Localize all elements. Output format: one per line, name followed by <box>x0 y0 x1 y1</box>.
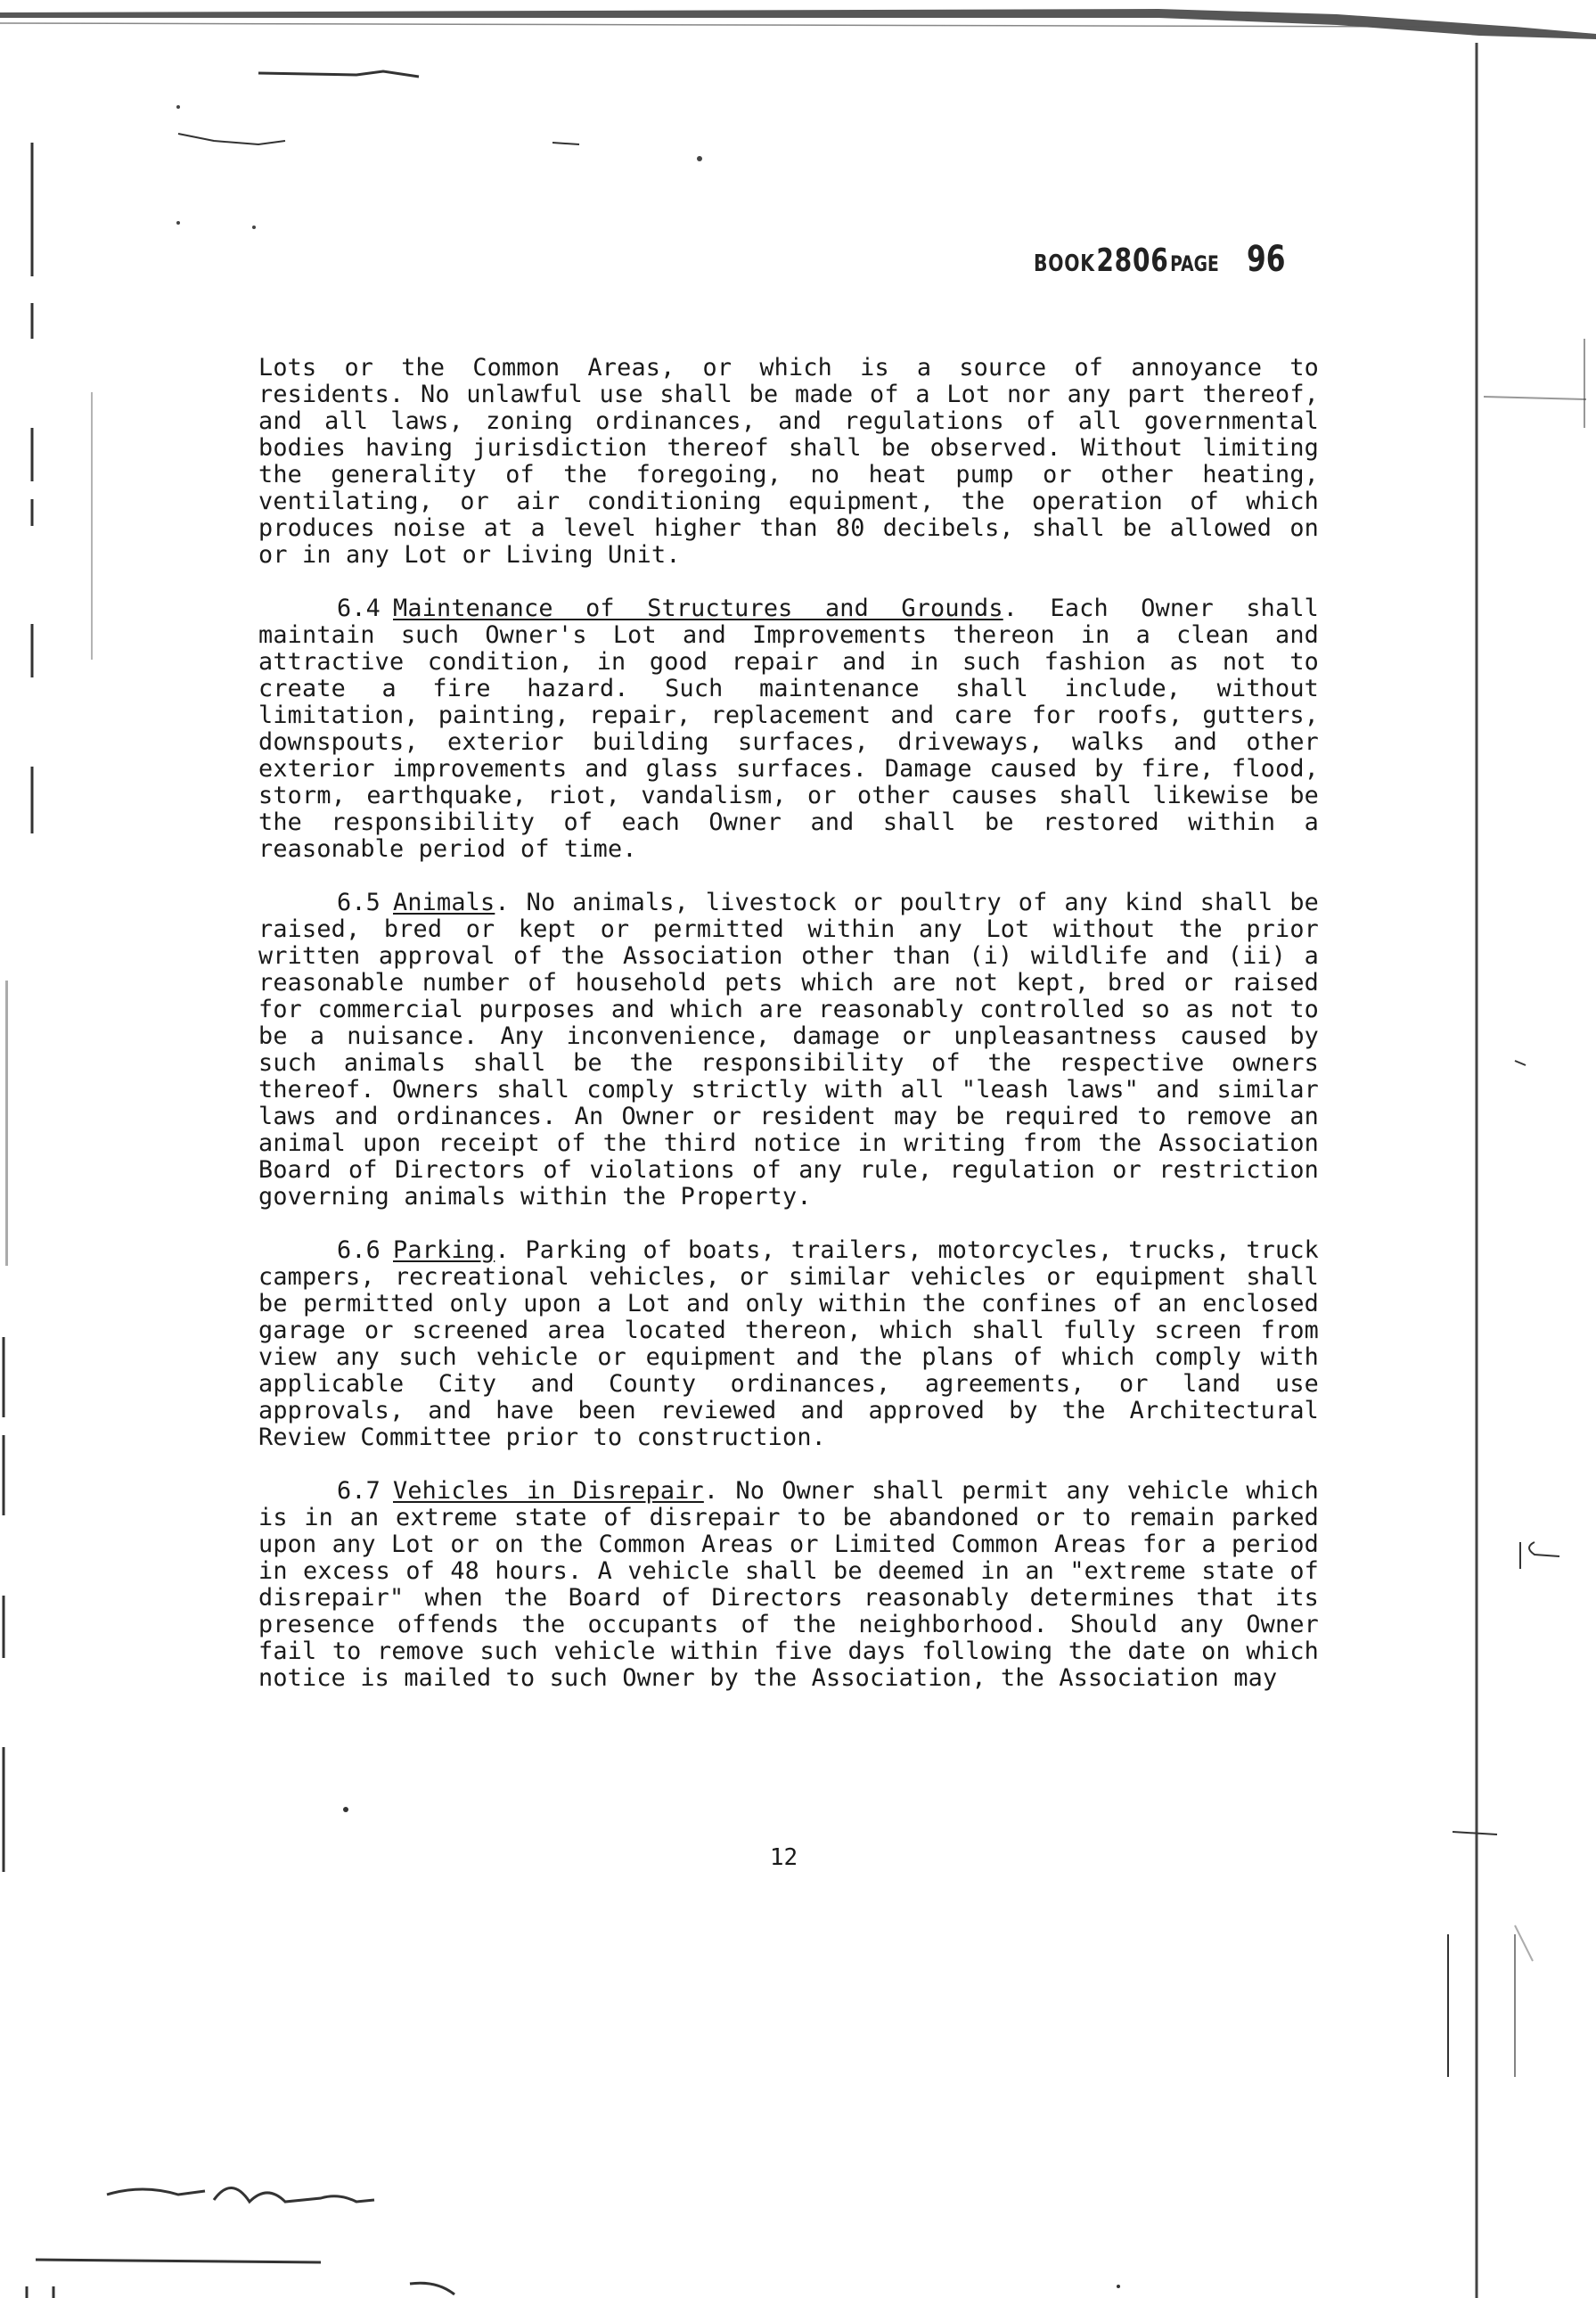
bottom-left-signature <box>107 2187 374 2202</box>
section-text: . No animals, livestock or poultry of any kind shall be raised, bred or kept or permitted within any Lot without the prior written approval of the Association other than (i) wildlife and (ii) a reasonable number of household pets which are not kept, bred or raised for commercial purposes and which are reasonably controlled so as not to be a nuisance. Any inconvenience, damage or unpleasantness caused by such animals shall be the responsibility of the respective owners thereof. Owners shall comply strictly with all "leash laws" and similar laws and ordinances. An Owner or resident may be required to remove an animal upon receipt of the third notice in writing from the Association Board of Directors of violations of any rule, regulation or restriction governing animals within the Property. <box>258 889 1319 1211</box>
footer-page-number: 12 <box>769 1844 798 1871</box>
section-heading: Animals <box>393 889 495 916</box>
top-left-marks <box>258 71 419 77</box>
section-6-7 <box>258 1478 1319 1692</box>
section-text: . No Owner shall permit any vehicle which is in an extreme state of disrepair to be abandoned or to remain parked upon any Lot or on the Common Areas or Limited Common Areas for a period in excess of 48 hours. A vehicle shall be deemed in an "extreme state of disrepair" when the Board of Directors reasonably determines that its presence offends the occupants of the neighborhood. Should any Owner fail to remove such vehicle within five days following the date on which notice is mailed to such Owner by the Association, the Association may <box>258 1477 1319 1692</box>
section-6-5 <box>258 890 1319 1211</box>
page-label: PAGE <box>1170 251 1219 276</box>
section-6-6 <box>258 1237 1319 1451</box>
section-heading: Maintenance of Structures and Grounds <box>393 595 1003 622</box>
document-body <box>258 355 1319 1719</box>
top-rule <box>0 23 1461 27</box>
section-number: 6.7 <box>337 1477 381 1505</box>
section-number: 6.6 <box>337 1236 381 1264</box>
book-label: BOOK <box>1034 250 1095 277</box>
section-text: . Parking of boats, trailers, motorcycles, trucks, truck campers, recreational vehicles, or similar vehicles or equipment shall be permitted only upon a Lot and only within the confines of an enclosed garage or screened area located thereon, which shall fully screen from view any such vehicle or equipment and the plans of which comply with applicable City and County ordinances, agreements, or land use approvals, and have been reviewed and approved by the Architectural Review Committee prior to construction. <box>258 1236 1319 1451</box>
right-margin-marks <box>1448 339 1586 2077</box>
section-number: 6.5 <box>337 889 381 916</box>
section-number: 6.4 <box>337 595 381 622</box>
section-heading: Vehicles in Disrepair <box>393 1477 704 1505</box>
continuation-paragraph: Lots or the Common Areas, or which is a source of annoyance to residents. No unlawful use shall be made of a Lot nor any part thereof, and all laws, zoning ordinances, and regulations of all governmental bodies having jurisdiction thereof shall be observed. Without limiting the generality of the foregoing, no heat pump or other heating, ventilating, or air conditioning equipment, the operation of which produces noise at a level higher than 80 decibels, shall be allowed on or in any Lot or Living Unit. <box>258 354 1319 569</box>
book-number: 2806 <box>1096 242 1169 279</box>
book-page-stamp <box>1034 239 1285 280</box>
stamp-page-number: 96 <box>1247 239 1286 280</box>
page-footer <box>0 1844 1596 1871</box>
section-6-4 <box>258 595 1319 863</box>
section-text: . Each Owner shall maintain such Owner's Lot and Improvements thereon in a clean and attractive condition, in good repair and in such fashion as not to create a fire hazard. Such maintenance shall include, without limitation, painting, repair, replacement and care for roofs, gutters, downspouts, exterior building surfaces, driveways, walks and other exterior improvements and glass surfaces. Damage caused by fire, flood, storm, earthquake, riot, vandalism, or other causes shall likewise be the responsibility of each Owner and shall be restored within a reasonable period of time. <box>258 595 1320 863</box>
section-heading: Parking <box>393 1236 495 1264</box>
